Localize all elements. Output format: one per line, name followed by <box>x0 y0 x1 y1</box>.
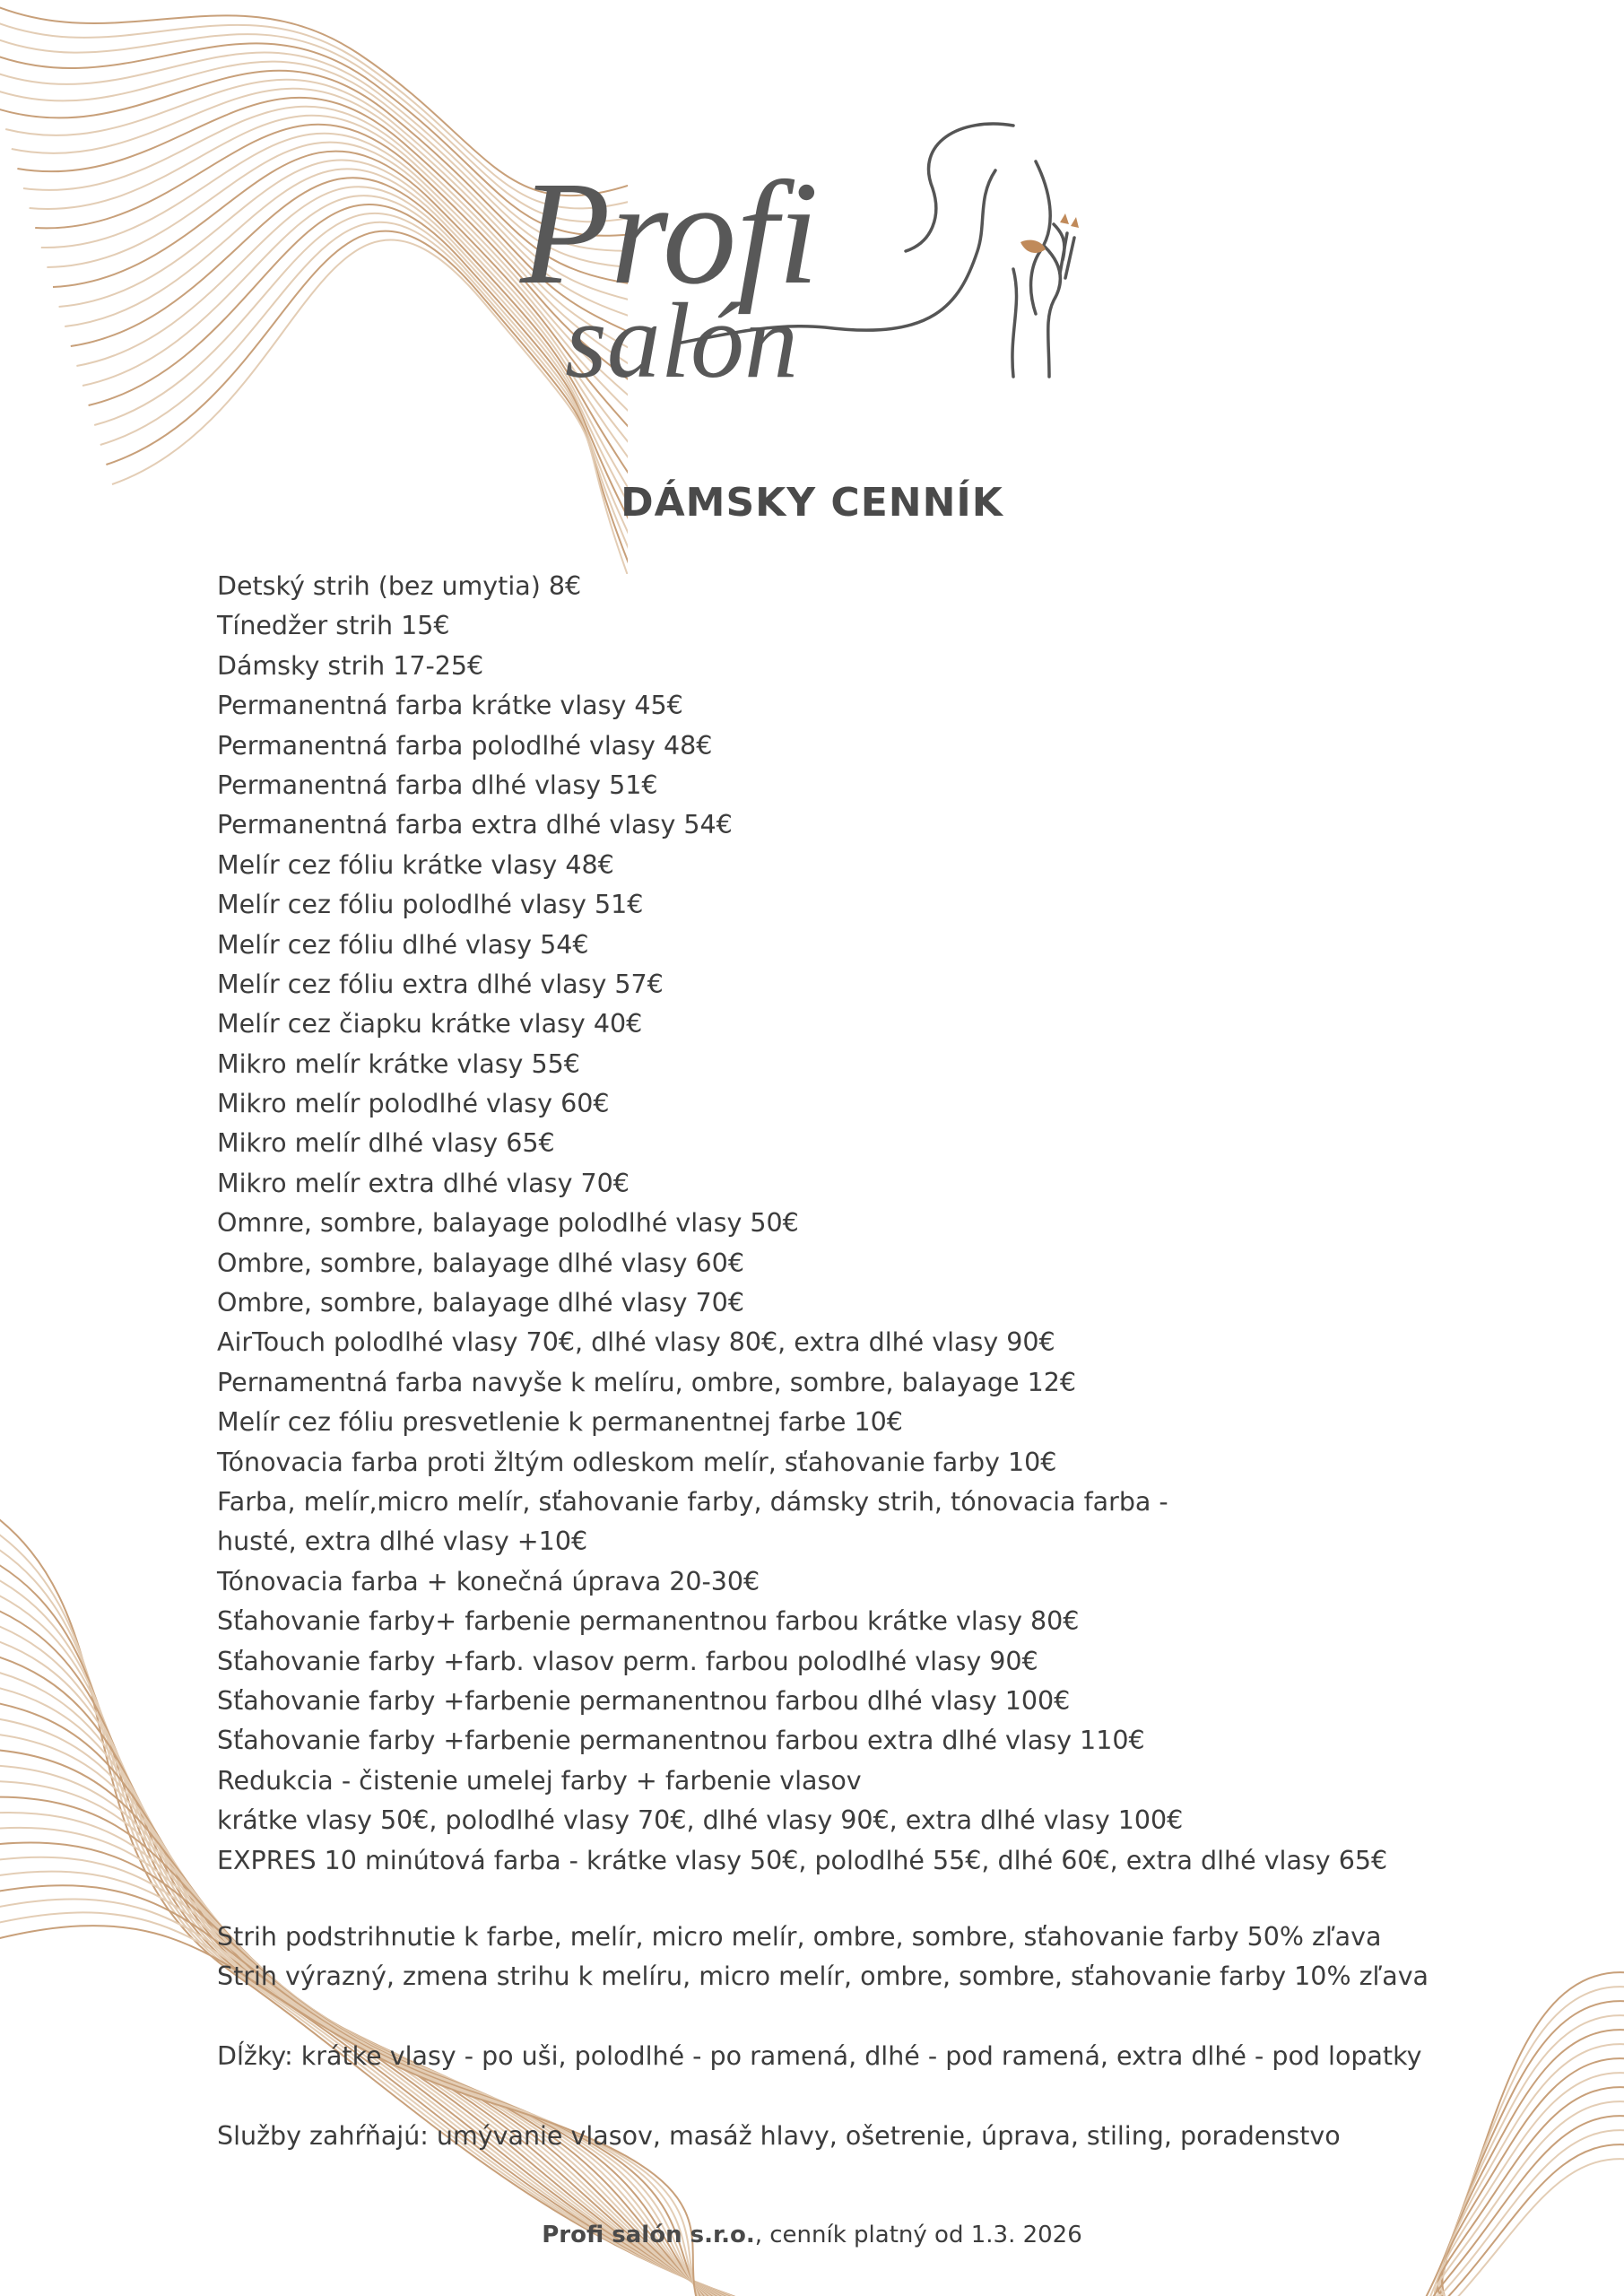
price-item: Mikro melír krátke vlasy 55€ <box>217 1048 580 1079</box>
price-item: Tónovacia farba + konečná úprava 20-30€ <box>217 1566 760 1596</box>
price-item: Sťahovanie farby +farbenie permanentnou farbou extra dlhé vlasy 110€ <box>217 1726 1145 1756</box>
footer <box>0 2222 1624 2248</box>
price-item: husté, extra dlhé vlasy +10€ <box>217 1526 588 1557</box>
price-list <box>217 567 1472 1881</box>
price-item: Sťahovanie farby+ farbenie permanentnou farbou krátke vlasy 80€ <box>217 1606 1080 1637</box>
price-item: Sťahovanie farby +farb. vlasov perm. farbou polodlhé vlasy 90€ <box>217 1646 1038 1676</box>
price-item: Omnre, sombre, balayage polodlhé vlasy 50€ <box>217 1208 799 1239</box>
logo-accent-nails <box>1060 213 1079 228</box>
price-item: Ombre, sombre, balayage dlhé vlasy 60€ <box>217 1248 744 1278</box>
price-item: Melír cez fóliu extra dlhé vlasy 57€ <box>217 969 664 999</box>
price-item: Mikro melír dlhé vlasy 65€ <box>217 1128 555 1159</box>
price-item: EXPRES 10 minútová farba - krátke vlasy 50€, polodlhé 55€, dlhé 60€, extra dlhé vlasy 65€ <box>217 1845 1388 1875</box>
notes-section <box>217 1918 1472 2156</box>
price-item: Permanentná farba extra dlhé vlasy 54€ <box>217 810 733 840</box>
price-item: Mikro melír extra dlhé vlasy 70€ <box>217 1168 630 1198</box>
footer-company: Profi salón s.r.o. <box>542 2222 755 2248</box>
price-item: Permanentná farba krátke vlasy 45€ <box>217 691 683 721</box>
logo-text-profi: Profi <box>520 151 820 315</box>
price-item: Ombre, sombre, balayage dlhé vlasy 70€ <box>217 1288 744 1318</box>
page-title: DÁMSKY CENNÍK <box>621 480 1003 526</box>
note-line: Strih podstrihnutie k farbe, melír, micro melír, ombre, sombre, sťahovanie farby 50% zľava <box>217 1922 1382 1952</box>
price-item: Permanentná farba polodlhé vlasy 48€ <box>217 730 713 761</box>
profi-salon-logo <box>511 108 1121 404</box>
price-item: AirTouch polodlhé vlasy 70€, dlhé vlasy 80€, extra dlhé vlasy 90€ <box>217 1327 1055 1358</box>
price-item: Farba, melír,micro melír, sťahovanie farby, dámsky strih, tónovacia farba - <box>217 1486 1168 1517</box>
price-item: Pernamentná farba navyše k melíru, ombre, sombre, balayage 12€ <box>217 1367 1076 1397</box>
note-line: Strih výrazný, zmena strihu k melíru, micro melír, ombre, sombre, sťahovanie farby 10% zľava <box>217 1961 1429 1992</box>
price-item: Melír cez fóliu presvetlenie k permanentnej farbe 10€ <box>217 1407 903 1438</box>
wave-line <box>1425 2144 1624 2296</box>
logo-accent-lips <box>1020 240 1046 253</box>
note-line: Dĺžky: krátke vlasy - po uši, polodlhé - po ramená, dlhé - pod ramená, extra dlhé - pod lopatky <box>217 2041 1422 2072</box>
price-item: Melír cez fóliu krátke vlasy 48€ <box>217 849 614 880</box>
logo-text-salon: salón <box>565 281 799 400</box>
price-item: Dámsky strih 17-25€ <box>217 650 484 681</box>
price-item: Melír cez fóliu polodlhé vlasy 51€ <box>217 890 644 920</box>
price-item: Detský strih (bez umytia) 8€ <box>217 571 582 601</box>
price-item: Tónovacia farba proti žltým odleskom melír, sťahovanie farby 10€ <box>217 1447 1057 1477</box>
footer-validity: , cenník platný od 1.3. 2026 <box>754 2222 1082 2248</box>
price-item: Permanentná farba dlhé vlasy 51€ <box>217 770 658 800</box>
price-item: Tínedžer strih 15€ <box>217 611 450 641</box>
price-item: Redukcia - čistenie umelej farby + farbenie vlasov <box>217 1765 862 1796</box>
price-item: krátke vlasy 50€, polodlhé vlasy 70€, dlhé vlasy 90€, extra dlhé vlasy 100€ <box>217 1805 1184 1836</box>
note-line: Služby zahŕňajú: umývanie vlasov, masáž hlavy, ošetrenie, úprava, stiling, poradenstvo <box>217 2120 1341 2151</box>
price-item: Mikro melír polodlhé vlasy 60€ <box>217 1089 610 1119</box>
price-item: Melír cez čiapku krátke vlasy 40€ <box>217 1009 643 1039</box>
price-item: Sťahovanie farby +farbenie permanentnou farbou dlhé vlasy 100€ <box>217 1685 1071 1716</box>
price-item: Melír cez fóliu dlhé vlasy 54€ <box>217 929 589 960</box>
